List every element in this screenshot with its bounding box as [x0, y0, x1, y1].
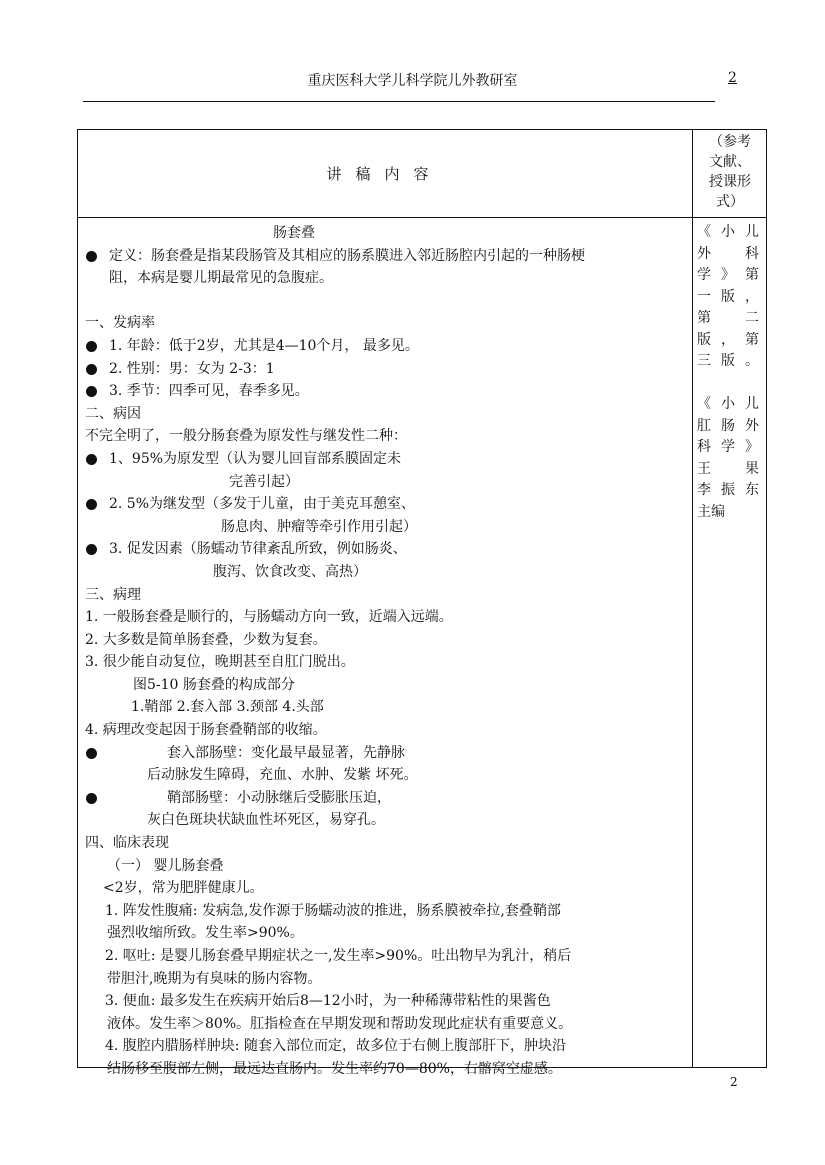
bullet-icon [86, 793, 97, 804]
line-text: 2. 5%为继发型（多发于儿童，由于美克耳憩室、 [109, 496, 416, 513]
bullet-item [85, 448, 685, 471]
text-line [85, 561, 685, 584]
text-line [85, 267, 685, 290]
text-line [85, 922, 685, 945]
table-header-divider [77, 217, 767, 218]
ref-header-line: （参考 [709, 134, 751, 150]
text-line [85, 516, 685, 539]
bullet-item [85, 358, 685, 381]
line-text: 3. 便血: 最多发生在疾病开始后8—12小时，为一种稀薄带粘性的果酱色 [105, 993, 551, 1010]
column-header-lecture-content: 讲稿内容 [326, 165, 443, 183]
bullet-item [85, 742, 685, 765]
line-text: 三、病理 [85, 586, 141, 603]
line-text: 1.鞘部 2.套入部 3.颈部 4.头部 [131, 699, 324, 716]
line-text: 图5-10 肠套叠的构成部分 [133, 676, 295, 693]
text-line [85, 403, 685, 426]
line-text: 1. 阵发性腹痛: 发病急,发作源于肠蠕动波的推进，肠系膜被牵拉,套叠鞘部 [105, 902, 561, 919]
reference-line: 科学》 [697, 439, 759, 455]
bullet-item [85, 380, 685, 403]
line-text: 肠息肉、肿瘤等牵引作用引起） [221, 518, 417, 535]
text-line [85, 290, 685, 313]
reference-line: 一版， [697, 288, 759, 305]
reference-line: 三版。 [697, 353, 759, 369]
line-text: 1. 一般肠套叠是顺行的，与肠蠕动方向一致，近端入远端。 [85, 609, 453, 626]
line-text: 2. 呕吐: 是婴儿肠套叠早期症状之一,发生率>90%。吐出物早为乳汁，稍后 [105, 948, 572, 964]
reference-line: 《小儿 [697, 224, 759, 240]
line-text: 腹泻、饮食改变、高热） [213, 563, 367, 580]
line-text: （一） 婴儿肠套叠 [107, 857, 224, 874]
bullet-item [85, 538, 685, 561]
bullet-item [85, 493, 685, 516]
line-text: 2. 大多数是简单肠套叠，少数为复套。 [85, 631, 327, 648]
references-body [697, 222, 759, 523]
bullet-icon [86, 386, 97, 397]
bullet-icon [86, 364, 97, 375]
page-footer-number: 2 [730, 1075, 738, 1089]
reference-line: 第 二 [697, 310, 759, 326]
line-text: 3. 很少能自动复位，晚期甚至自肛门脱出。 [85, 654, 355, 671]
page-header-number: 2 [728, 70, 737, 86]
bullet-icon [86, 544, 97, 555]
line-text: 4. 病理改变起因于肠套叠鞘部的收缩。 [85, 722, 327, 739]
line-text: 液体。发生率＞80%。肛指检查在早期发现和帮助发现此症状有重要意义。 [107, 1015, 573, 1032]
text-line [85, 425, 685, 448]
reference-line: 学》第 [697, 267, 759, 283]
text-line [85, 629, 685, 652]
bullet-icon [86, 341, 97, 352]
text-line [85, 674, 685, 697]
line-text: 肠套叠 [273, 225, 315, 241]
line-text: 带胆汁,晚期为有臭味的肠内容物。 [107, 970, 322, 987]
reference-line: 李振东 [697, 482, 759, 498]
reference-line [697, 373, 759, 395]
bullet-item [85, 787, 685, 810]
text-line [85, 855, 685, 878]
line-text: 3. 季节：四季可见，春季多见。 [109, 383, 309, 400]
text-line [85, 471, 685, 494]
text-line [85, 222, 685, 245]
text-line [85, 968, 685, 991]
reference-line: 主编 [697, 503, 725, 520]
reference-line: 肛肠外 [697, 417, 759, 434]
text-line [85, 945, 685, 968]
column-header-references [700, 132, 760, 212]
bullet-icon [86, 454, 97, 465]
reference-line: 《小儿 [697, 396, 759, 412]
text-line [85, 900, 685, 923]
line-text: 后动脉发生障碍，充血、水肿、发紫 坏死。 [147, 767, 418, 784]
reference-line: 王 果 [697, 460, 759, 477]
line-text: <2岁，常为肥胖健康儿。 [103, 880, 264, 897]
line-text: 1、95%为原发型（认为婴儿回盲部系膜固定未 [109, 450, 402, 467]
text-line [85, 809, 685, 832]
ref-header-line: 文献、 [709, 154, 751, 170]
text-line [85, 584, 685, 607]
text-line [85, 719, 685, 742]
line-text: 一、发病率 [85, 315, 155, 332]
line-text: 四、临床表现 [85, 835, 169, 852]
line-text: 1. 年龄：低于2岁，尤其是4—10个月， 最多见。 [109, 337, 419, 354]
line-text: 二、病因 [85, 405, 141, 422]
page-header-title: 重庆医科大学儿科学院儿外教研室 [307, 73, 518, 89]
line-text: 阻，本病是婴儿期最常见的急腹症。 [109, 270, 333, 287]
bullet-icon [86, 748, 97, 759]
line-text: 2. 性别：男：女为 2-3：1 [109, 360, 275, 377]
bullet-icon [86, 251, 97, 262]
line-text: 强烈收缩所致。发生率>90%。 [107, 925, 304, 942]
line-text: 3. 促发因素（肠蠕动节律紊乱所致，例如肠炎、 [109, 541, 407, 558]
bullet-icon [86, 499, 97, 510]
text-line [85, 1058, 685, 1081]
text-line [85, 832, 685, 855]
text-line [85, 764, 685, 787]
table-column-divider [692, 129, 693, 1068]
line-text: 结肠移至腹部左侧，最远达直肠内。发生率约70—80%，右髂窝空虚感。 [107, 1060, 562, 1077]
text-line [85, 877, 685, 900]
text-line [85, 696, 685, 719]
line-text: 完善引起） [229, 473, 299, 490]
reference-line: 外 科 [697, 245, 759, 262]
header-rule [83, 101, 715, 102]
ref-header-line: 式） [716, 194, 744, 210]
text-line [85, 606, 685, 629]
text-line [85, 312, 685, 335]
line-text: 鞘部肠壁：小动脉继后受膨胀压迫， [167, 789, 391, 806]
text-line [85, 990, 685, 1013]
lecture-content-body [85, 222, 685, 1081]
line-text: 灰白色斑块状缺血性坏死区，易穿孔。 [147, 812, 385, 829]
line-text: 定义：肠套叠是指某段肠管及其相应的肠系膜进入邻近肠腔内引起的一种肠梗 [109, 247, 585, 264]
bullet-item [85, 335, 685, 358]
line-text: 不完全明了，一般分肠套叠为原发性与继发性二种： [85, 428, 407, 445]
text-line [85, 1035, 685, 1058]
bullet-item [85, 245, 685, 268]
ref-header-line: 授课形 [709, 174, 751, 190]
text-line [85, 651, 685, 674]
line-text: 套入部肠壁：变化最早最显著，先静脉 [167, 744, 405, 761]
text-line [85, 1013, 685, 1036]
line-text: 4. 腹腔内腊肠样肿块: 随套入部位而定，故多位于右侧上腹部肝下，肿块沿 [105, 1038, 566, 1055]
line-text [85, 293, 89, 309]
reference-line: 版，第 [697, 331, 759, 348]
